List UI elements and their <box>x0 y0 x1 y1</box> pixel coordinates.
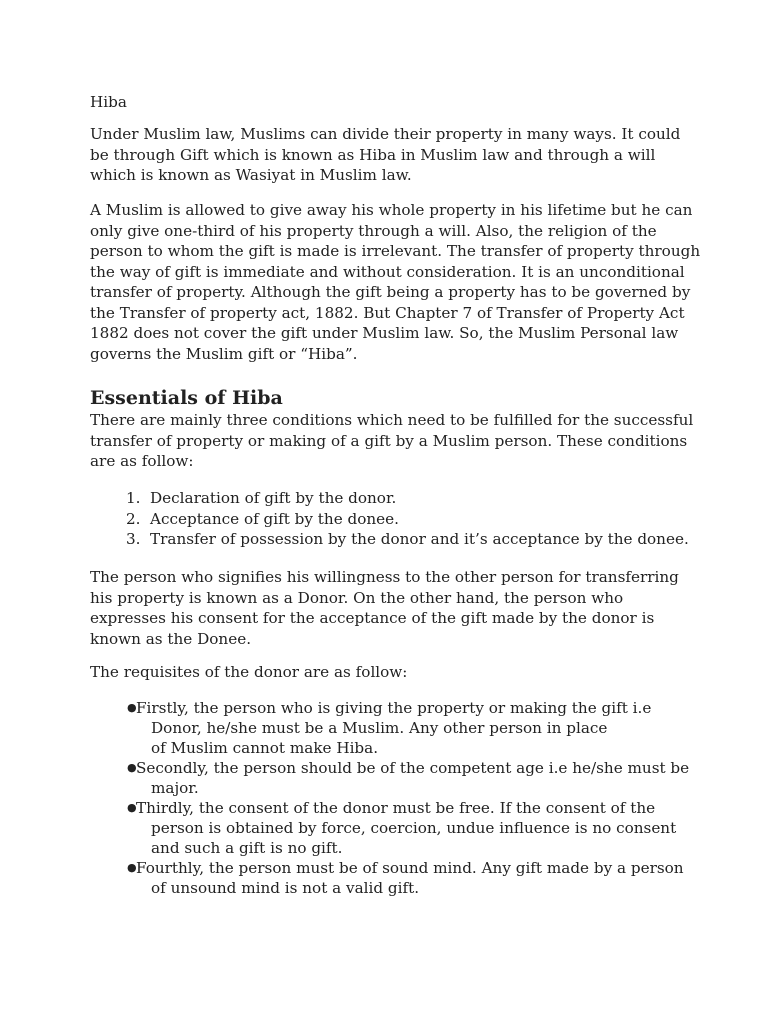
intro-paragraph: Under Muslim law, Muslims can divide their property in many ways. It could be through Gift which is known as Hiba in Muslim law and through a will which is known as Wasiyat in Muslim law. <box>90 125 681 184</box>
donor-donee-paragraph: The person who signifies his willingness to the other person for transferring his property is known as a Donor. On the other hand, the person who expresses his consent for the acceptance of the gift made by the donor is known as the Donee. <box>90 568 679 648</box>
list-item-first-line: Secondly, the person should be of the competent age i.e he/she must be <box>136 759 690 777</box>
list-item-number: 1. <box>126 489 141 507</box>
list-item <box>90 529 689 550</box>
gift-rules-paragraph: A Muslim is allowed to give away his whole property in his lifetime but he can only give one-third of his property through a will. Also, the religion of the person to whom the gift is made is irrelevant. The transfer of property through the way of gift is immediate and without consideration. It is an unconditional transfer of property. Although the gift being a property has to be governed by the Transfer of property act, 1882. But Chapter 7 of Transfer of Property Act 1882 does not cover the gift under Muslim law. So, the Muslim Personal law governs the Muslim gift or “Hiba”. <box>90 201 701 363</box>
list-item-text: Acceptance of gift by the donee. <box>150 509 399 528</box>
list-item-first-line: Fourthly, the person must be of sound mind. Any gift made by a person <box>136 859 684 877</box>
list-item-continuation: major. <box>151 779 199 797</box>
bullet-icon: ● <box>127 761 137 774</box>
list-item <box>90 509 689 530</box>
essentials-heading: Essentials of Hiba <box>90 387 283 409</box>
list-item <box>127 758 696 798</box>
list-item <box>127 698 696 758</box>
list-item-text: Declaration of gift by the donor. <box>150 489 397 507</box>
list-item-continuation: person is obtained by force, coercion, undue influence is no consent and such a gift is no gift. <box>151 819 677 857</box>
requisites-intro-paragraph: The requisites of the donor are as follow: <box>90 663 408 681</box>
conditions-intro-paragraph: There are mainly three conditions which need to be fulfilled for the successful transfer of property or making of a gift by a Muslim person. These conditions are as follow: <box>90 411 694 470</box>
document-title: Hiba <box>90 93 127 111</box>
bullet-icon: ● <box>127 801 137 814</box>
conditions-list <box>90 488 689 550</box>
list-item-text: Transfer of possession by the donor and it’s acceptance by the donee. <box>150 530 689 548</box>
list-item-continuation: Donor, he/she must be a Muslim. Any other person in place of Muslim cannot make Hiba. <box>151 719 608 757</box>
list-item-first-line: Firstly, the person who is giving the property or making the gift i.e <box>136 699 652 717</box>
list-item-number: 3. <box>126 530 141 548</box>
list-item-number: 2. <box>126 509 141 528</box>
bullet-icon: ● <box>127 861 137 874</box>
bullet-icon: ● <box>127 701 137 714</box>
requisites-list <box>127 698 696 898</box>
list-item-continuation: of unsound mind is not a valid gift. <box>151 879 420 897</box>
list-item <box>90 488 689 509</box>
list-item <box>127 858 696 898</box>
list-item-first-line: Thirdly, the consent of the donor must be free. If the consent of the <box>136 799 656 817</box>
list-item <box>127 798 696 858</box>
